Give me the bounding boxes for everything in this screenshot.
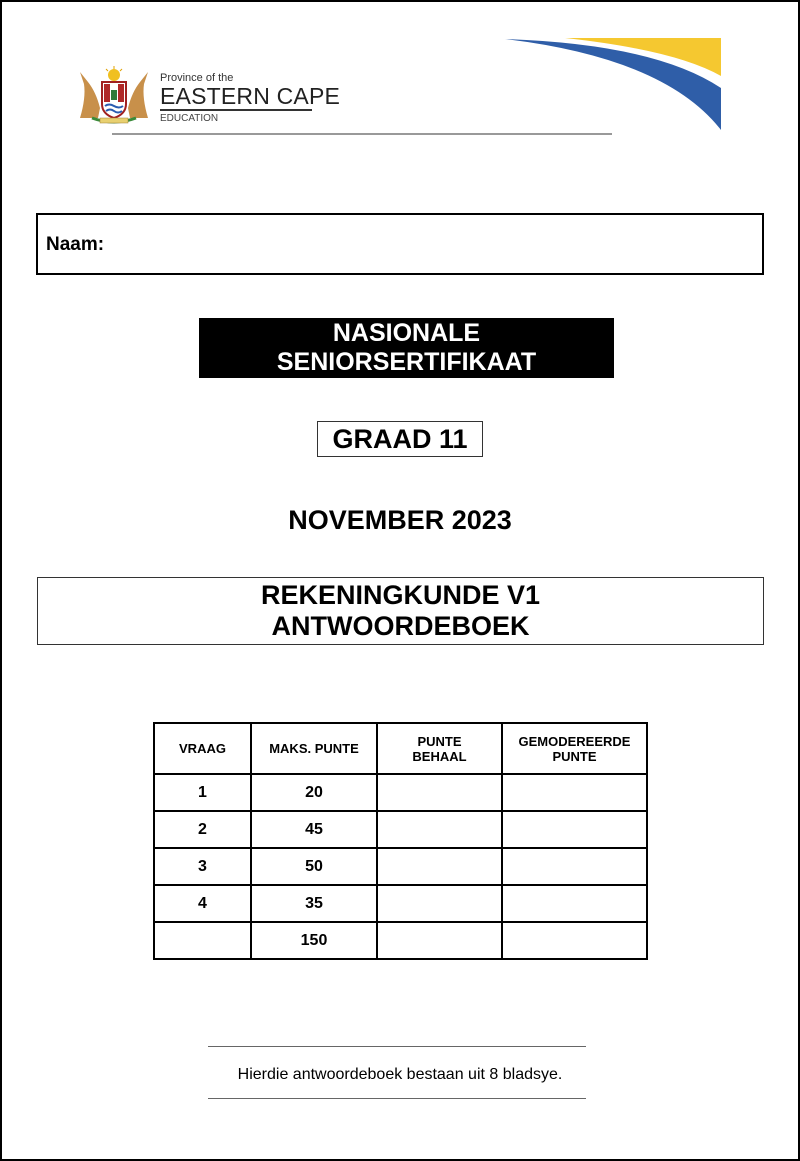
table-row — [154, 774, 647, 811]
logo-rule — [160, 109, 312, 111]
cell-vraag: 1 — [154, 774, 251, 811]
cell-gemodereerde[interactable] — [502, 811, 647, 848]
header-divider — [112, 133, 612, 135]
subject-title — [37, 577, 764, 645]
page-count-note: Hierdie antwoordeboek bestaan uit 8 bladsye. — [237, 1066, 563, 1083]
subject-line1: REKENINGKUNDE V1 — [260, 580, 541, 610]
footer-rule-bottom — [208, 1098, 586, 1099]
cell-maks: 45 — [251, 811, 377, 848]
name-label: Naam: — [46, 234, 105, 255]
logo-line-eastern-cape: EASTERN CAPE — [160, 83, 341, 109]
table-header-row — [154, 723, 647, 774]
cell-total-gemodereerde[interactable] — [502, 922, 647, 959]
table-row — [154, 848, 647, 885]
header-punte-behaal: PUNTE BEHAAL — [377, 723, 502, 774]
subject-line2: ANTWOORDEBOEK — [271, 611, 530, 641]
logo-line-education: EDUCATION — [160, 113, 219, 124]
certificate-title — [199, 318, 614, 378]
cell-vraag — [154, 922, 251, 959]
marks-table — [153, 722, 648, 960]
cell-vraag: 2 — [154, 811, 251, 848]
cell-gemodereerde[interactable] — [502, 885, 647, 922]
name-field[interactable] — [36, 213, 764, 275]
cell-maks: 50 — [251, 848, 377, 885]
cell-behaal[interactable] — [377, 774, 502, 811]
cell-total-behaal[interactable] — [377, 922, 502, 959]
certificate-title-line2: SENIORSERTIFIKAAT — [276, 348, 537, 376]
footer-rule-top — [208, 1046, 586, 1047]
table-row — [154, 811, 647, 848]
coat-of-arms-icon — [74, 66, 154, 124]
swoosh-decoration-icon — [505, 38, 721, 130]
header-vraag: VRAAG — [154, 723, 251, 774]
department-logo — [160, 72, 340, 124]
cell-maks: 20 — [251, 774, 377, 811]
header-gemodereerde-punte: GEMODEREERDE PUNTE — [502, 723, 647, 774]
certificate-title-line1: NASIONALE — [332, 319, 481, 347]
exam-date: NOVEMBER 2023 — [288, 505, 512, 535]
cell-behaal[interactable] — [377, 848, 502, 885]
header-maks-punte: MAKS. PUNTE — [251, 723, 377, 774]
logo-line-province: Province of the — [160, 72, 234, 84]
table-total-row — [154, 922, 647, 959]
cell-behaal[interactable] — [377, 885, 502, 922]
cell-vraag: 4 — [154, 885, 251, 922]
cell-total-maks: 150 — [251, 922, 377, 959]
table-row — [154, 885, 647, 922]
cell-gemodereerde[interactable] — [502, 774, 647, 811]
cell-behaal[interactable] — [377, 811, 502, 848]
cell-vraag: 3 — [154, 848, 251, 885]
cell-maks: 35 — [251, 885, 377, 922]
grade-badge: GRAAD 11 — [317, 421, 483, 457]
cell-gemodereerde[interactable] — [502, 848, 647, 885]
